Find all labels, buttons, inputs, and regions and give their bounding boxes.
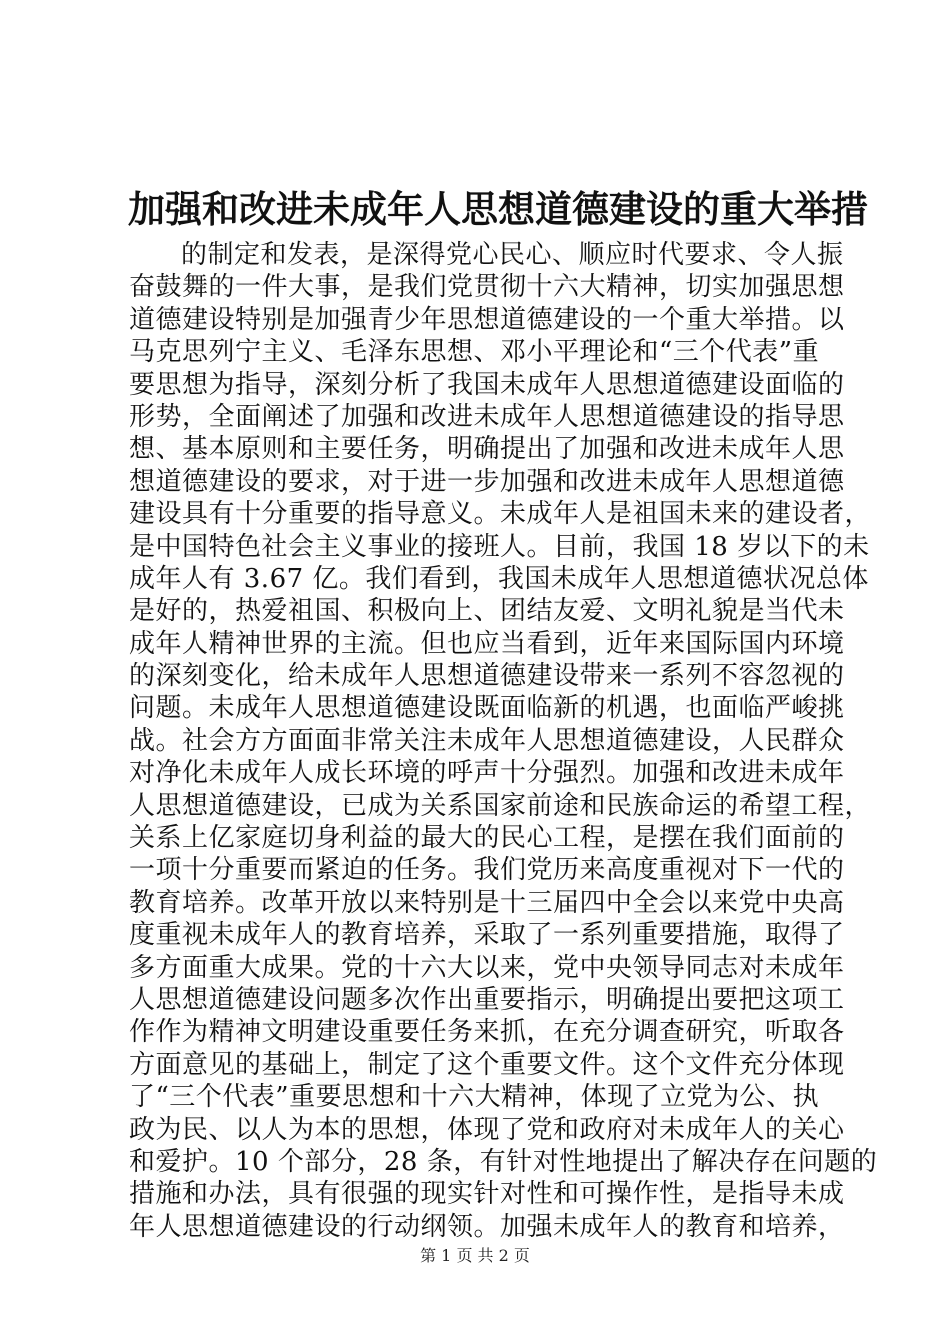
body-line: 关系上亿家庭切身利益的最大的民心工程，是摆在我们面前的 (129, 823, 845, 854)
body-line: 道德建设特别是加强青少年思想道德建设的一个重大举措。以 (129, 304, 845, 335)
body-line: 方面意见的基础上，制定了这个重要文件。这个文件充分体现 (129, 1049, 845, 1080)
body-line: 多方面重大成果。党的十六大以来，党中央领导同志对未成年 (129, 952, 845, 983)
body-line: 建设具有十分重要的指导意义。未成年人是祖国未来的建设者， (129, 499, 872, 530)
body-line: 政为民、以人为本的思想，体现了党和政府对未成年人的关心 (129, 1114, 845, 1145)
body-line: 一项十分重要而紧迫的任务。我们党历来高度重视对下一代的 (129, 855, 845, 886)
body-line: 成年人精神世界的主流。但也应当看到，近年来国际国内环境 (129, 628, 845, 659)
body-line: 是中国特色社会主义事业的接班人。目前，我国 18 岁以下的未 (129, 531, 870, 562)
page-footer: 第 1 页 共 2 页 (420, 1246, 530, 1265)
body-line: 的制定和发表，是深得党心民心、顺应时代要求、令人振 (181, 240, 844, 270)
document-body (129, 239, 878, 1243)
body-line: 要思想为指导，深刻分析了我国未成年人思想道德建设面临的 (129, 369, 845, 400)
body-line: 想、基本原则和主要任务，明确提出了加强和改进未成年人思 (129, 434, 845, 465)
body-line: 成年人有 3.67 亿。我们看到，我国未成年人思想道德状况总体 (129, 563, 869, 594)
body-line: 想道德建设的要求，对于进一步加强和改进未成年人思想道德 (129, 466, 845, 497)
body-line: 问题。未成年人思想道德建设既面临新的机遇，也面临严峻挑 (129, 693, 845, 724)
body-line: 战。社会方方面面非常关注未成年人思想道德建设，人民群众 (129, 725, 845, 756)
document-title: 加强和改进未成年人思想道德建设的重大举措 (128, 187, 868, 231)
body-line: 了“三个代表”重要思想和十六大精神，体现了立党为公、执 (129, 1082, 820, 1113)
body-line: 形势，全面阐述了加强和改进未成年人思想道德建设的指导思 (129, 401, 845, 432)
body-line: 年人思想道德建设的行动纲领。加强未成年人的教育和培养， (129, 1211, 845, 1242)
body-line: 是好的，热爱祖国、积极向上、团结友爱、文明礼貌是当代未 (129, 596, 845, 627)
body-line: 作作为精神文明建设重要任务来抓，在充分调查研究，听取各 (129, 1017, 845, 1048)
body-line: 对净化未成年人成长环境的呼声十分强烈。加强和改进未成年 (129, 758, 845, 789)
body-line: 人思想道德建设问题多次作出重要指示，明确提出要把这项工 (129, 984, 845, 1015)
body-line: 马克思列宁主义、毛泽东思想、邓小平理论和“三个代表”重 (129, 337, 820, 368)
body-line: 的深刻变化，给未成年人思想道德建设带来一系列不容忽视的 (129, 661, 845, 692)
body-line: 教育培养。改革开放以来特别是十三届四中全会以来党中央高 (129, 887, 845, 918)
body-line: 度重视未成年人的教育培养，采取了一系列重要措施，取得了 (129, 920, 845, 951)
body-line: 措施和办法，具有很强的现实针对性和可操作性，是指导未成 (129, 1179, 845, 1210)
body-line: 人思想道德建设，已成为关系国家前途和民族命运的希望工程， (129, 790, 872, 821)
body-line: 奋鼓舞的一件大事，是我们党贯彻十六大精神，切实加强思想 (129, 272, 845, 303)
body-line: 和爱护。10 个部分，28 条，有针对性地提出了解决存在问题的 (129, 1146, 878, 1177)
